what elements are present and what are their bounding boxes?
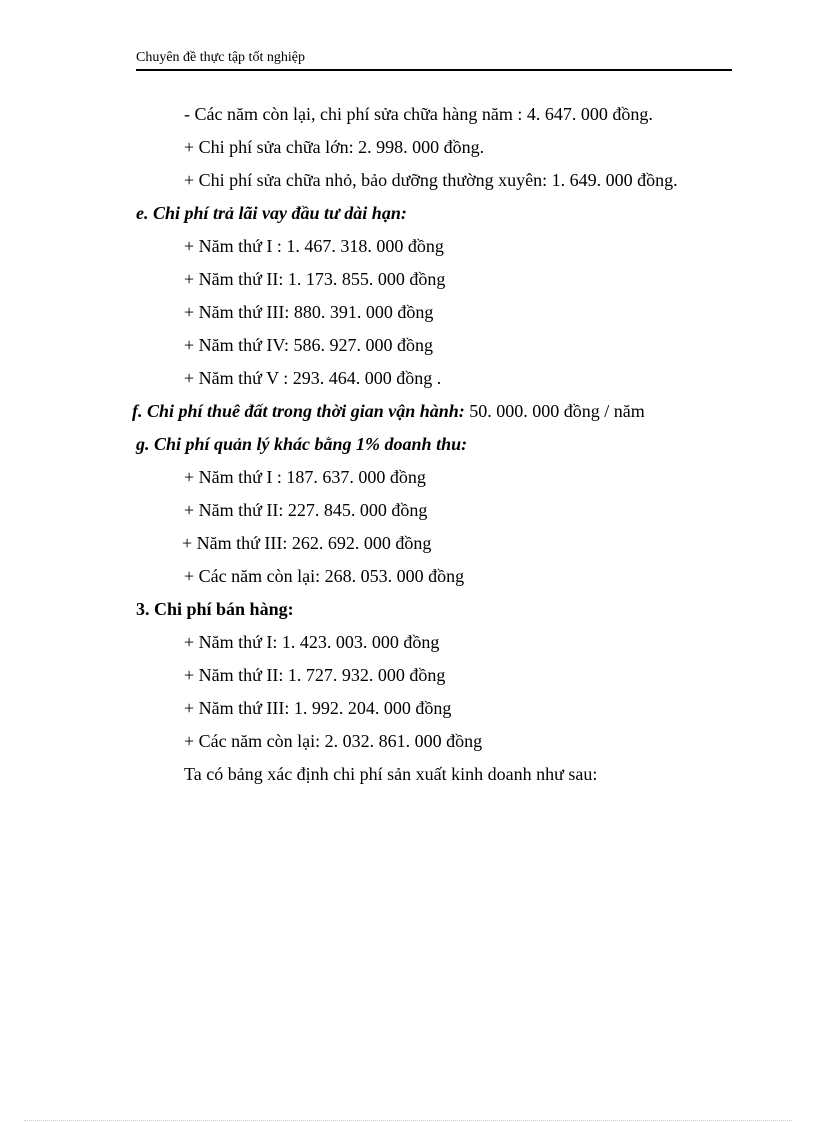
section-heading-selling-cost: 3. Chi phí bán hàng: xyxy=(136,599,294,619)
text-line-loan-year-5: + Năm thứ V : 293. 464. 000 đồng . xyxy=(184,368,442,388)
section-heading-land-rent: f. Chi phí thuê đất trong thời gian vận hành: xyxy=(132,401,465,421)
text-line-selling-other-years: + Các năm còn lại: 2. 032. 861. 000 đồng xyxy=(184,731,483,751)
text-line-management-year-3: + Năm thứ III: 262. 692. 000 đồng xyxy=(182,533,432,553)
text-line-selling-year-1: + Năm thứ I: 1. 423. 003. 000 đồng xyxy=(184,632,440,652)
text-line-loan-year-4: + Năm thứ IV: 586. 927. 000 đồng xyxy=(184,335,434,355)
text-line-management-year-1: + Năm thứ I : 187. 637. 000 đồng xyxy=(184,467,426,487)
page-header xyxy=(136,49,732,71)
text-line-loan-year-3: + Năm thứ III: 880. 391. 000 đồng xyxy=(184,302,434,322)
text-line-loan-year-2: + Năm thứ II: 1. 173. 855. 000 đồng xyxy=(184,269,446,289)
text-line-table-intro: Ta có bảng xác định chi phí sản xuất kinh doanh như sau: xyxy=(184,764,598,784)
text-line-land-rent xyxy=(132,400,645,422)
text-line-selling-year-3: + Năm thứ III: 1. 992. 204. 000 đồng xyxy=(184,698,452,718)
text-line-management-other-years: + Các năm còn lại: 268. 053. 000 đồng xyxy=(184,566,465,586)
section-heading-loan-interest: e. Chi phí trả lãi vay đầu tư dài hạn: xyxy=(136,203,407,223)
text-line-management-year-2: + Năm thứ II: 227. 845. 000 đồng xyxy=(184,500,428,520)
text-line-selling-year-2: + Năm thứ II: 1. 727. 932. 000 đồng xyxy=(184,665,446,685)
section-heading-management-cost: g. Chi phí quản lý khác bằng 1% doanh thu: xyxy=(136,434,468,454)
text-line-loan-year-1: + Năm thứ I : 1. 467. 318. 000 đồng xyxy=(184,236,444,256)
header-title: Chuyên đề thực tập tốt nghiệp xyxy=(136,50,305,65)
text-line-major-repair: + Chi phí sửa chữa lớn: 2. 998. 000 đồng. xyxy=(184,137,485,157)
page-bottom-divider xyxy=(24,1120,792,1121)
land-rent-value: 50. 000. 000 đồng / năm xyxy=(464,401,645,421)
text-line-minor-repair: + Chi phí sửa chữa nhỏ, bảo dưỡng thường xuyên: 1. 649. 000 đồng. xyxy=(184,170,678,190)
text-line-other-years-repair: - Các năm còn lại, chi phí sửa chữa hàng năm : 4. 647. 000 đồng. xyxy=(184,104,653,124)
